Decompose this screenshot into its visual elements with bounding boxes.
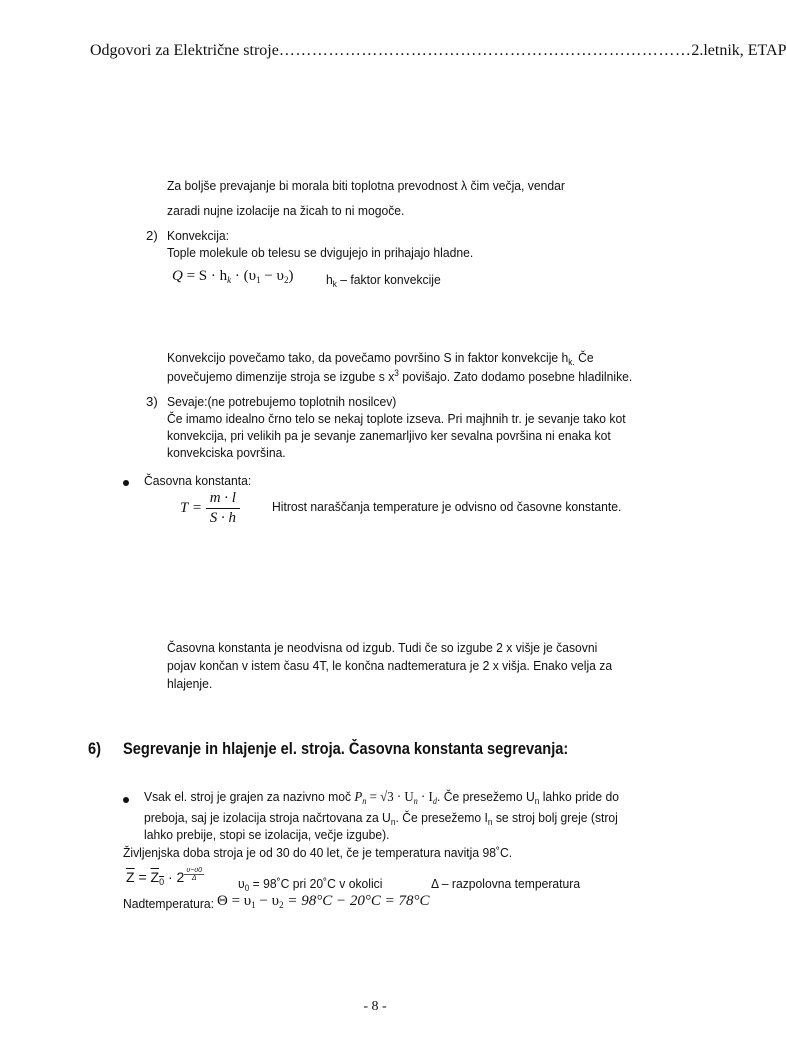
paragraph-line: Življenjska doba stroja je od 30 do 40 let, če je temperatura navitja 98˚C. [123,845,513,860]
paragraph-line: Časovna konstanta je neodvisna od izgub. Tudi če so izgube 2 x višje je časovni [167,640,598,655]
formula-lifetime: $\overline{Z} = Z_0 \cdot 2$ $\frac{\upsilon-\upsilon 0}{\Delta}$ [126,867,203,887]
paragraph-line: pojav končan v istem času 4T, le končna nadtemeratura je 2 x višja. Enako velja za [167,658,613,673]
paragraph-line: Konvekcijo povečamo tako, da povečamo površino S in faktor konvekcije $h_{k.}$ Če [167,350,594,367]
item-title-konvekcija: Konvekcija: [167,228,230,243]
paragraph-line: povečujemo dimenzije stroja se izgube s $x^3$ povišajo. Zato dodamo posebne hladilnike. [167,368,633,384]
list-number-3: 3) [146,394,158,409]
paragraph-line: Vsak el. stroj je grajen za nazivno moč $P_n = √3 \cdot U_n \cdot I_d$. Če presežemo $U_n$ lahko pride do [144,789,619,806]
bullet-icon [123,480,129,486]
paragraph-line: hlajenje. [167,676,213,691]
formula-note: Δ – razpolovna temperatura [431,876,581,891]
paragraph-line: Če imamo idealno črno telo se nekaj toplote izseva. Pri majhnih tr. je sevanje tako kot [167,411,626,426]
page-number: - 8 - [363,999,387,1014]
page-header [90,42,786,60]
item-title-sevanje: Sevaje:(ne potrebujemo toplotnih nosilcev) [167,394,397,409]
header-title: Odgovori za Električne stroje [90,42,279,59]
paragraph-line: zaradi nujne izolacije na žicah to ni mogoče. [167,203,405,218]
section-number-6: 6) [88,739,102,758]
item-text: Tople molekule ob telesu se dvigujejo in prihajajo hladne. [167,245,474,260]
label-nadtemperatura: Nadtemperatura: [123,896,215,911]
paragraph-line: lahko prebije, stopi se izolacija, večje izgube). [144,827,390,842]
header-leader-dots: ………………………………………………………………… [278,42,692,59]
formula-note: $\upsilon_0$ = 98˚C pri 20˚C v okolici [238,876,383,893]
paragraph-line: preboja, saj je izolacija stroja načrtovana za $U_n$. Če presežemo $I_n$ se stroj bolj greje (stroj [144,810,618,827]
formula-overtemperature: $\Theta = \upsilon_1 - \upsilon_2 = 98^\circ C - 20^\circ C = 78^\circ C$ [217,893,430,910]
formula-legend: $h_k$ – faktor konvekcije [326,272,441,289]
formula-convection: $Q = S \cdot h_k \cdot (\upsilon_1 - \upsilon_2)$ [172,268,294,285]
list-number-2: 2) [146,228,158,243]
header-right: 2.letnik, ETAP [691,42,786,59]
paragraph-line: konvekcija, pri velikih pa je sevanje zanemarljivo ker sevalna površina ni enaka kot [167,428,611,443]
paragraph-line: Za boljše prevajanje bi morala biti toplotna prevodnost λ čim večja, vendar [167,178,565,193]
bullet-icon [123,797,129,803]
formula-time-constant: T = $\frac{m \cdot l}{S \cdot h}$ [180,490,240,527]
paragraph-line: konvekciska površina. [167,445,286,460]
section-heading: Segrevanje in hlajenje el. stroja. Časovna konstanta segrevanja: [123,739,569,758]
item-title-casovna-konstanta: Časovna konstanta: [144,473,252,488]
formula-note: Hitrost naraščanja temperature je odvisno od časovne konstante. [272,499,622,514]
